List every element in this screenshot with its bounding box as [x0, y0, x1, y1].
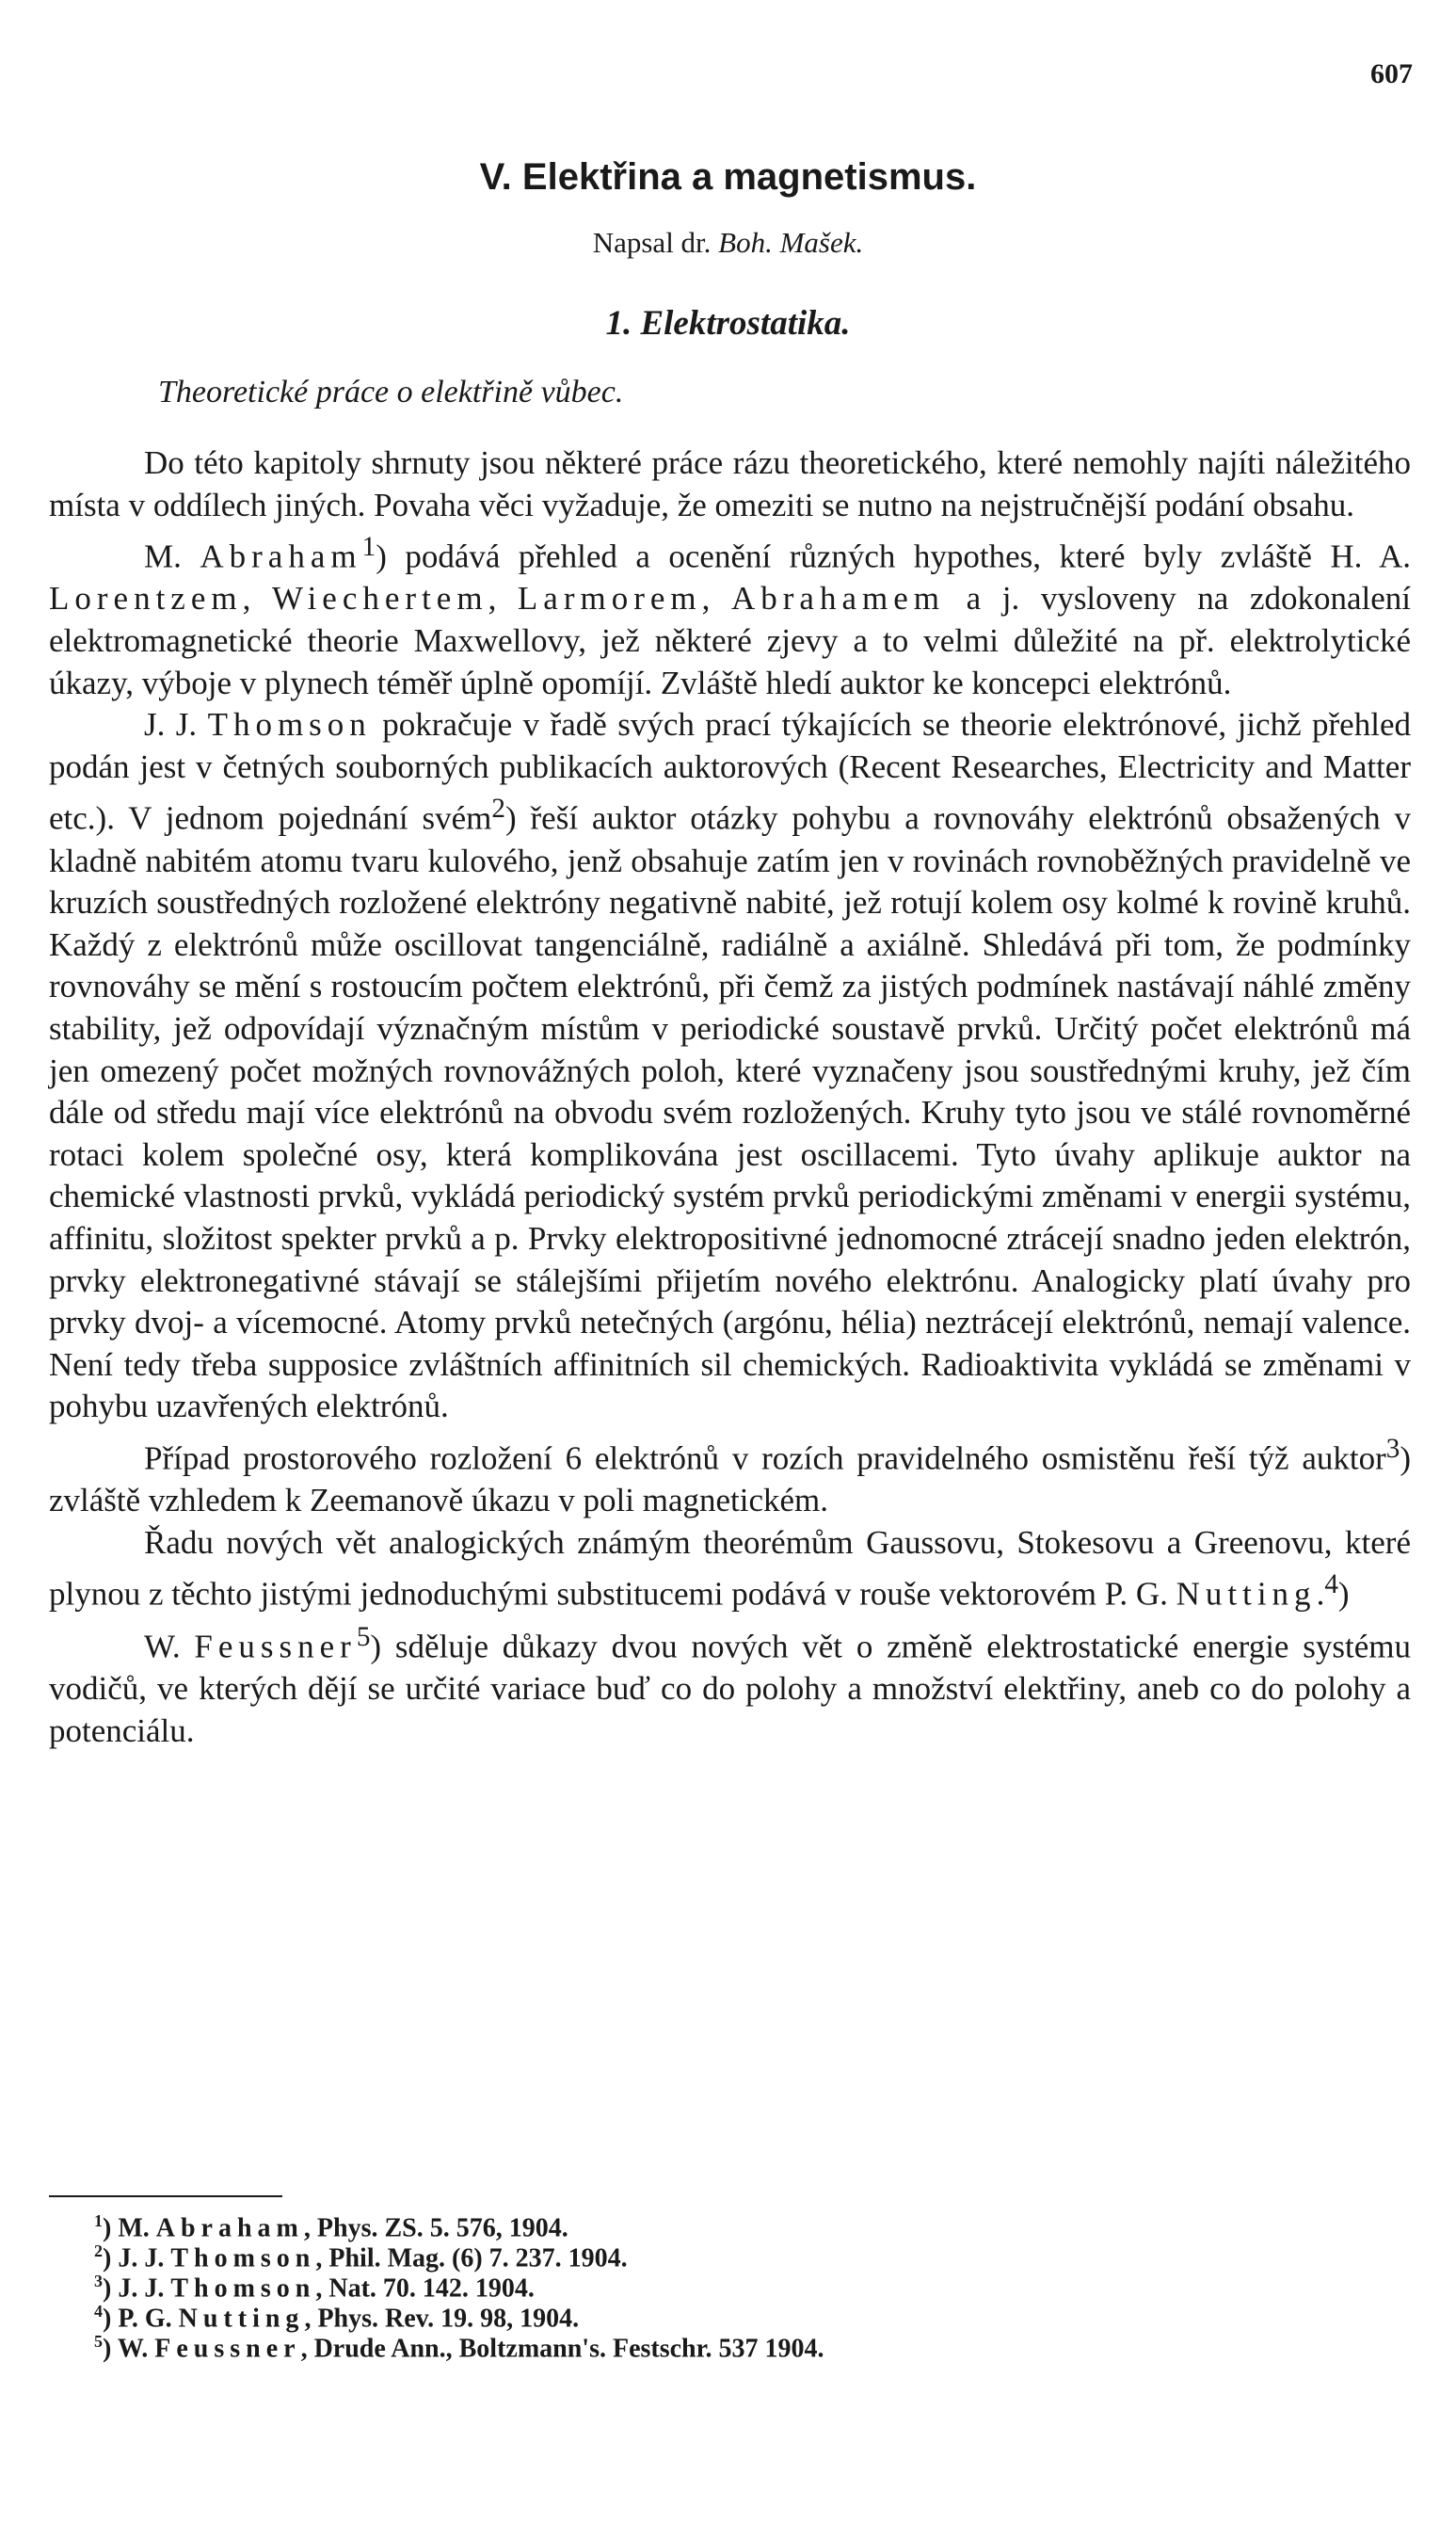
footnote-ref: 1 [94, 2211, 103, 2230]
text-run: , Drude Ann., Boltzmann's. Festschr. 537 1904. [300, 2334, 824, 2364]
text-run: M. [144, 538, 200, 575]
spaced-name: Abrahamem [731, 580, 945, 618]
text-run: . [1316, 1576, 1325, 1614]
paragraph [49, 1428, 1411, 1522]
body-text [49, 442, 1411, 1752]
text-run: ) zvláště vzhledem k Zeemanově úkazu v poli magnetickém. [49, 1439, 1411, 1519]
footnote-ref: 5 [94, 2332, 103, 2351]
page-number: 607 [1370, 58, 1413, 89]
paragraph [49, 1522, 1411, 1616]
footnote-rule [49, 2195, 282, 2197]
footnote-ref: 3 [94, 2272, 103, 2290]
text-run: J. J. [144, 706, 208, 744]
spaced-name: Thomson [207, 706, 372, 744]
footnote-ref: 5 [356, 1621, 371, 1652]
footnote-ref: 2 [94, 2241, 103, 2260]
spaced-name: Feussner [154, 2334, 301, 2364]
text-run: , [701, 580, 731, 618]
text-run: ) podává přehled a ocenění různých hypothes, které byly zvláště H. A. [376, 538, 1412, 575]
text-run: a j. vysloveny na zdokonalení elektromagnetické theorie Maxwellovy, jež některé zjevy a to velmi důležité na př. elektrolytické úkazy, výboje v plynech téměř úplně opomíjí. Zvláště hledí auktor ke koncepci elektrónů. [49, 580, 1411, 701]
text-run: ) P. G. [103, 2304, 179, 2334]
author-prefix: Napsal dr. [592, 226, 712, 259]
footnote-ref: 3 [1385, 1433, 1400, 1464]
spaced-name: Thomson [170, 2273, 316, 2304]
text-run: ) [1337, 1576, 1350, 1614]
text-run: , Phil. Mag. (6) 7. 237. 1904. [315, 2243, 628, 2273]
paragraph [49, 526, 1411, 704]
text-run: pokračuje v řadě svých prací týkajících se theorie elektrónové, jichž přehled podán jest v četných souborných publikacích auktorových (Recent Researches, Electricity and Matter etc.). V jednom pojednání svém [49, 706, 1411, 838]
text-run: ) řeší auktor otázky pohybu a rovnováhy elektrónů obsažených v kladně nabitém atomu tvaru kulového, jenž obsahuje zatím jen v rovinách rovnoběžných pravidelně ve kruzích soustředných rozložené elektróny negativně nabité, jež rotují kolem osy kolmé k rovině kruhů. Každý z elektrónů může oscillovat tangenciálně, radiálně a axiálně. Shledává při tom, že podmínky rovnováhy se mění s rostoucím počtem elektrónů, při čemž za jistých podmínek nastávají náhlé změny stability, jež odpovídají význačným místům v periodické soustavě prvků. Určitý počet elektrónů má jen omezený počet možných rovnovážných poloh, které vyznačeny jsou soustřednými kruhy, jež čím dále od středu mají více elektrónů na obvodu svém rozložených. Kruhy tyto jsou ve stálé rovnoměrné rotaci kolem společné osy, která komplikována jest oscillacemi. Tyto úvahy aplikuje auktor na chemické vlastnosti prvků, vykládá periodický systém prvků periodickými změnami v energii systému, affinitu, složitost spekter prvků a p. Prvky elektropositivné jednomocné ztrácejí snadno jeden elektrón, prvky elektronegativné stávají se stálejšími přijetím nového elektrónu. Analogicky platí úvahy pro prvky dvoj- a vícemocné. Atomy prvků netečných (argónu, hélia) neztrácejí elektrónů, nemají valence. Není tedy třeba supposice zvláštních affinitních sil chemických. Radioaktivita vykládá se změnami v pohybu uzavřených elektrónů. [49, 800, 1411, 1425]
text-run: ) J. J. [103, 2243, 171, 2273]
author-line [0, 226, 1456, 260]
footnote [94, 2211, 1318, 2243]
chapter-title: V. Elektřina a magnetismus. [479, 156, 977, 198]
spaced-name: Abraham [155, 2213, 304, 2243]
text-run: Do této kapitoly shrnuty jsou některé práce rázu theoretického, které nemohly najíti náležitého místa v oddílech jiných. Povaha věci vyžaduje, že omeziti se nutno na nejstručnější podání obsahu. [49, 444, 1411, 523]
spaced-name: Nutting [178, 2304, 305, 2334]
spaced-name: Wiechertem [271, 580, 488, 618]
footnote-ref: 1 [361, 532, 376, 563]
subsection-heading: Theoretické práce o elektřině vůbec. [158, 375, 624, 410]
text-run: , [488, 580, 518, 618]
spaced-name: Feussner [194, 1628, 357, 1665]
footnote-ref: 4 [94, 2302, 103, 2321]
spaced-name: Nutting [1176, 1576, 1317, 1614]
paragraph [49, 704, 1411, 1428]
footnote [94, 2272, 1318, 2304]
footnote-ref: 4 [1324, 1569, 1338, 1600]
text-run: , Phys. Rev. 19. 98, 1904. [304, 2304, 580, 2334]
footnote [94, 2332, 1318, 2364]
spaced-name: Lorentzem [49, 580, 243, 618]
text-run: ) J. J. [103, 2273, 171, 2304]
footnote [94, 2302, 1318, 2334]
text-run: ) sděluje důkazy dvou nových vět o změně elektrostatické energie systému vodičů, ve kterých dějí se určité variace buď co do polohy a množství elektřiny, aneb co do polohy a potenciálu. [49, 1628, 1411, 1749]
text-run: W. [144, 1628, 195, 1665]
footnote-ref: 2 [491, 794, 505, 825]
text-run: , [242, 580, 272, 618]
author-name: Boh. Mašek. [718, 226, 864, 259]
text-run: ) M. [103, 2213, 156, 2243]
spaced-name: Thomson [170, 2243, 316, 2273]
text-run: ) W. [103, 2334, 155, 2364]
text-run: , Phys. ZS. 5. 576, 1904. [303, 2213, 568, 2243]
text-run: Případ prostorového rozložení 6 elektrónů v rozích pravidelného osmistěnu řeší týž auktor [144, 1439, 1386, 1477]
text-run: , Nat. 70. 142. 1904. [315, 2273, 535, 2304]
footnote [94, 2241, 1318, 2273]
section-heading: 1. Elektrostatika. [605, 304, 851, 343]
spaced-name: Abraham [200, 538, 362, 575]
spaced-name: Larmorem [517, 580, 702, 618]
paragraph [49, 442, 1411, 526]
text-run: Řadu nových vět analogických známým theorémům Gaussovu, Stokesovu a Greenovu, které plynou z těchto jistými jednoduchými substitucemi podává v rouše vektorovém P. G. [49, 1523, 1411, 1614]
paragraph [49, 1616, 1411, 1752]
